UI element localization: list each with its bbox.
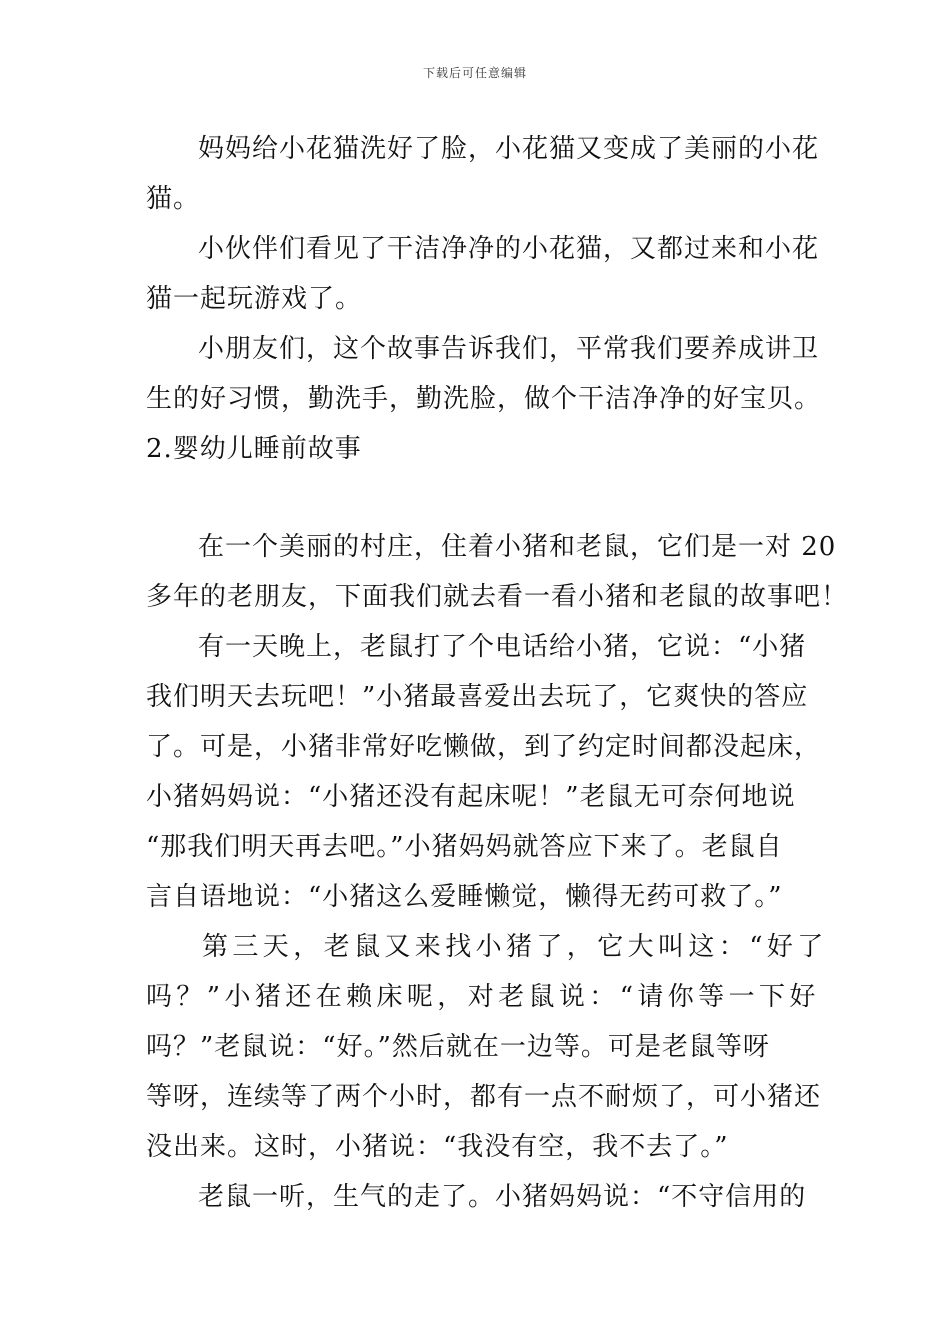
paragraph-5	[146, 622, 822, 922]
document-body	[146, 124, 849, 1222]
paragraph-1	[146, 124, 820, 224]
paragraph-7	[146, 1172, 810, 1222]
text-line: 小朋友们，这个故事告诉我们，平常我们要养成讲卫	[198, 334, 820, 364]
paragraph-4	[146, 522, 849, 622]
text-line: 小伙伴们看见了干洁净净的小花猫，又都过来和小花	[198, 234, 820, 264]
text-line: 吗？”小猪还在赖床呢，对老鼠说：“请你等一下好	[146, 982, 820, 1012]
text-line: 多年的老朋友，下面我们就去看一看小猪和老鼠的故事吧！	[146, 582, 849, 612]
text-line: 第三天，老鼠又来找小猪了，它大叫这：“好了	[202, 932, 828, 962]
page-header: 下载后可任意编辑	[422, 66, 527, 80]
text-line: 妈妈给小花猫洗好了脸，小花猫又变成了美丽的小花	[198, 134, 820, 164]
paragraph-6	[146, 922, 828, 1172]
text-line: 生的好习惯，勤洗手，勤洗脸，做个干洁净净的好宝贝。	[146, 384, 822, 414]
text-line: 我们明天去玩吧！”小猪最喜爱出去玩了，它爽快的答应	[146, 682, 809, 712]
text-line: 言自语地说：“小猪这么爱睡懒觉，懒得无药可救了。”	[146, 882, 783, 912]
text-line: 在一个美丽的村庄，住着小猪和老鼠，它们是一对 20	[198, 532, 837, 562]
section-heading: 2.婴幼儿睡前故事	[146, 434, 362, 464]
paragraph-2	[146, 224, 820, 324]
text-line: 猫。	[146, 184, 201, 214]
paragraph-3	[146, 324, 822, 424]
text-line: 老鼠一听，生气的走了。小猪妈妈说：“不守信用的	[198, 1182, 807, 1212]
text-line: 有一天晚上，老鼠打了个电话给小猪，它说：“小猪	[198, 632, 807, 662]
text-line: 猫一起玩游戏了。	[146, 284, 363, 314]
text-line: 等呀，连续等了两个小时，都有一点不耐烦了，可小猪还	[146, 1082, 822, 1112]
text-line: 吗？”老鼠说：“好。”然后就在一边等。可是老鼠等呀	[146, 1032, 770, 1062]
text-line: “那我们明天再去吧。”小猪妈妈就答应下来了。老鼠自	[146, 832, 783, 862]
text-line: 小猪妈妈说：“小猪还没有起床呢！”老鼠无可奈何地说	[146, 782, 796, 812]
text-line: 了。可是，小猪非常好吃懒做，到了约定时间都没起床，	[146, 732, 822, 762]
text-line: 没出来。这时，小猪说：“我没有空，我不去了。”	[146, 1132, 729, 1162]
